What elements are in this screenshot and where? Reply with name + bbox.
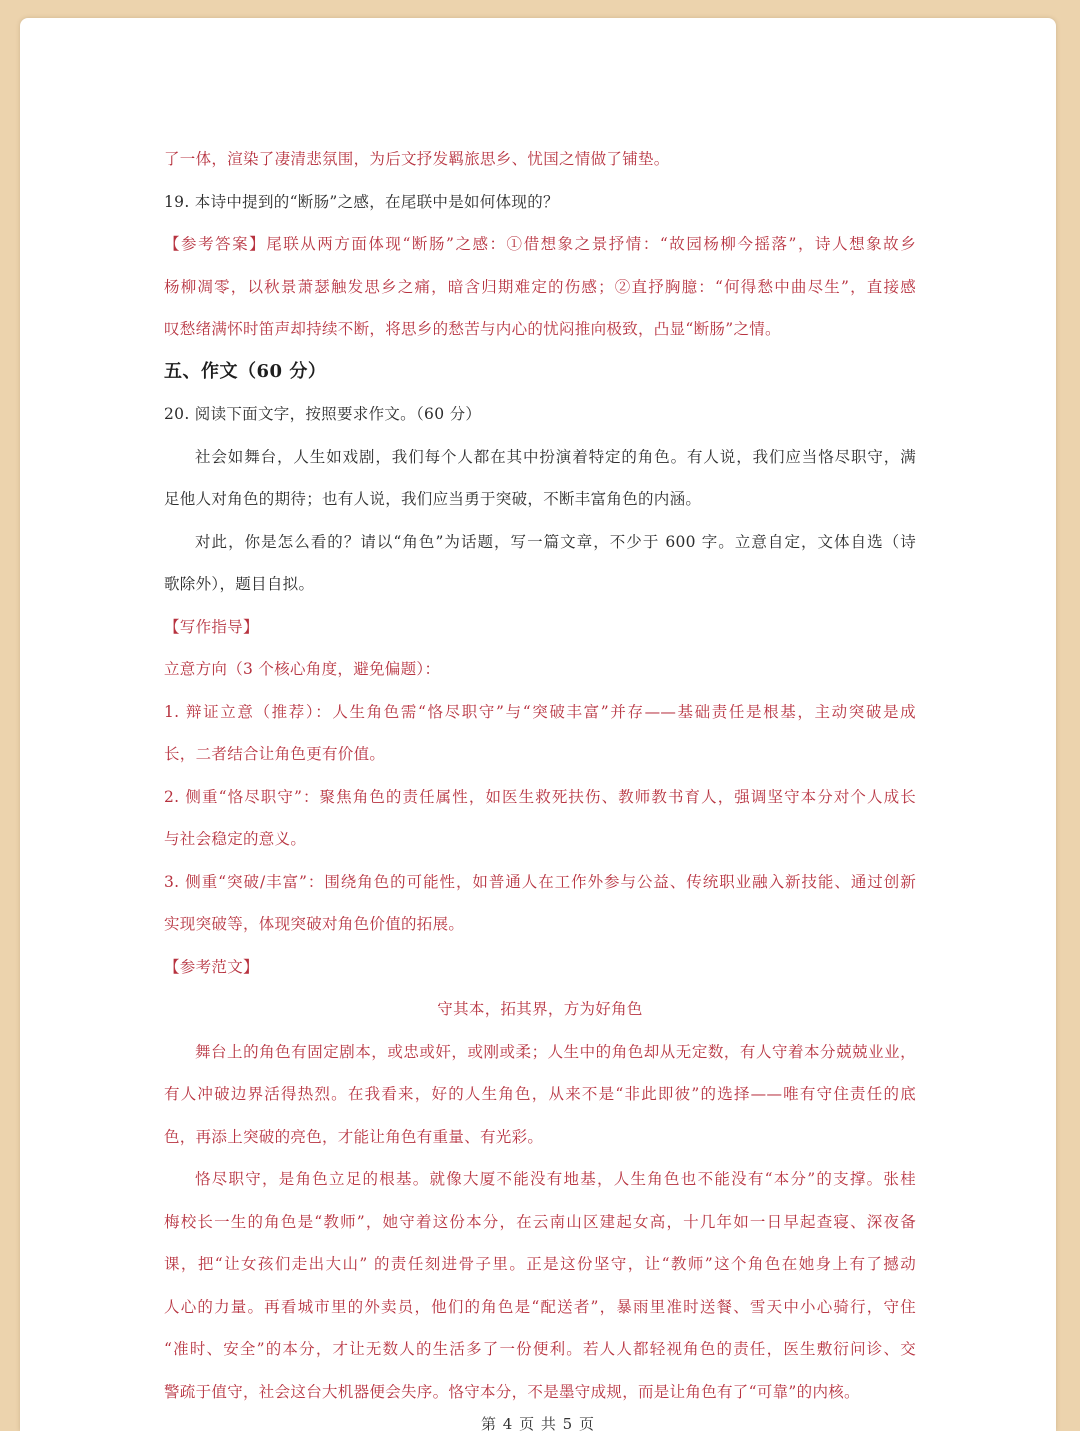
essay-paragraph-2-line-6: 警疏于值守，社会这台大机器便会失序。恪守本分，不是墨守成规，而是让角色有了“可靠”的内核。 (164, 1382, 860, 1401)
direction-2-line-2: 与社会稳定的意义。 (164, 830, 307, 848)
essay-paragraph-1-line-2: 有人冲破边界活得热烈。在我看来，好的人生角色，从来不是“非此即彼”的选择——唯有守住责任的底 (164, 1085, 916, 1103)
document-page (20, 18, 1056, 1431)
model-essay-label: 【参考范文】 (164, 957, 259, 976)
page-content (164, 138, 916, 1413)
direction-2-line-1: 2. 侧重“恪尽职守”：聚焦角色的责任属性，如医生救死扶伤、教师教书育人，强调坚守本分对个人成长 (164, 787, 916, 806)
model-essay-title: 守其本，拓其界，方为好角色 (437, 1000, 643, 1018)
prompt-paragraph-2-line-2: 歌除外），题目自拟。 (164, 575, 315, 593)
question-20: 20. 阅读下面文字，按照要求作文。（60 分） (164, 405, 482, 423)
answer-text-line: 了一体，渲染了凄清悲氛围，为后文抒发羁旅思乡、忧国之情做了铺垫。 (164, 150, 670, 168)
direction-intro: 立意方向（3 个核心角度，避免偏题）： (164, 660, 441, 678)
prompt-paragraph-1-line-1: 社会如舞台，人生如戏剧，我们每个人都在其中扮演着特定的角色。有人说，我们应当恪尽职守，满 (195, 447, 916, 466)
essay-paragraph-1-line-3: 色，再添上突破的亮色，才能让角色有重量、有光彩。 (164, 1127, 544, 1146)
direction-3-line-1: 3. 侧重“突破/丰富”：围绕角色的可能性，如普通人在工作外参与公益、传统职业融入新技能、通过创新 (164, 872, 916, 891)
writing-guide-label: 【写作指导】 (164, 617, 259, 636)
question-19: 19. 本诗中提到的“断肠”之感，在尾联中是如何体现的？ (164, 192, 559, 211)
answer-19-line-3: 叹愁绪满怀时笛声却持续不断，将思乡的愁苦与内心的忧闷推向极致，凸显“断肠”之情。 (164, 320, 781, 338)
page-number-footer: 第 4 页 共 5 页 (481, 1415, 595, 1431)
essay-paragraph-2-line-1: 恪尽职守，是角色立足的根基。就像大厦不能没有地基，人生角色也不能没有“本分”的支撑。张桂 (195, 1170, 916, 1188)
essay-paragraph-2-line-5: “准时、安全”的本分，才让无数人的生活多了一份便利。若人人都轻视角色的责任，医生敷衍问诊、交 (164, 1340, 916, 1358)
essay-paragraph-2-line-4: 人心的力量。再看城市里的外卖员，他们的角色是“配送者”，暴雨里准时送餐、雪天中小心骑行，守住 (164, 1297, 916, 1316)
direction-1-line-2: 长，二者结合让角色更有价值。 (164, 745, 386, 763)
prompt-paragraph-2-line-1: 对此，你是怎么看的？请以“角色”为话题，写一篇文章，不少于 600 字。立意自定，文体自选（诗 (195, 532, 916, 551)
answer-19-line-1: 【参考答案】尾联从两方面体现“断肠”之感：①借想象之景抒情：“故园杨柳今摇落”，诗人想象故乡 (164, 235, 916, 253)
answer-19-line-2: 杨柳凋零，以秋景萧瑟触发思乡之痛，暗含归期难定的伤感；②直抒胸臆：“何得愁中曲尽生”，直接感 (164, 277, 916, 296)
section-heading-composition: 五、作文（60 分） (164, 360, 327, 382)
essay-paragraph-1-line-1: 舞台上的角色有固定剧本，或忠或奸，或刚或柔；人生中的角色却从无定数，有人守着本分兢兢业业， (195, 1042, 916, 1061)
essay-paragraph-2-line-2: 梅校长一生的角色是“教师”，她守着这份本分，在云南山区建起女高，十几年如一日早起查寝、深夜备 (164, 1212, 916, 1231)
prompt-paragraph-1-line-2: 足他人对角色的期待；也有人说，我们应当勇于突破，不断丰富角色的内涵。 (164, 490, 702, 508)
essay-paragraph-2-line-3: 课，把“让女孩们走出大山” 的责任刻进骨子里。正是这份坚守，让“教师”这个角色在她身上有了撼动 (164, 1255, 916, 1273)
direction-1-line-1: 1. 辩证立意（推荐）：人生角色需“恪尽职守”与“突破丰富”并存——基础责任是根基，主动突破是成 (164, 702, 916, 721)
direction-3-line-2: 实现突破等，体现突破对角色价值的拓展。 (164, 915, 465, 933)
